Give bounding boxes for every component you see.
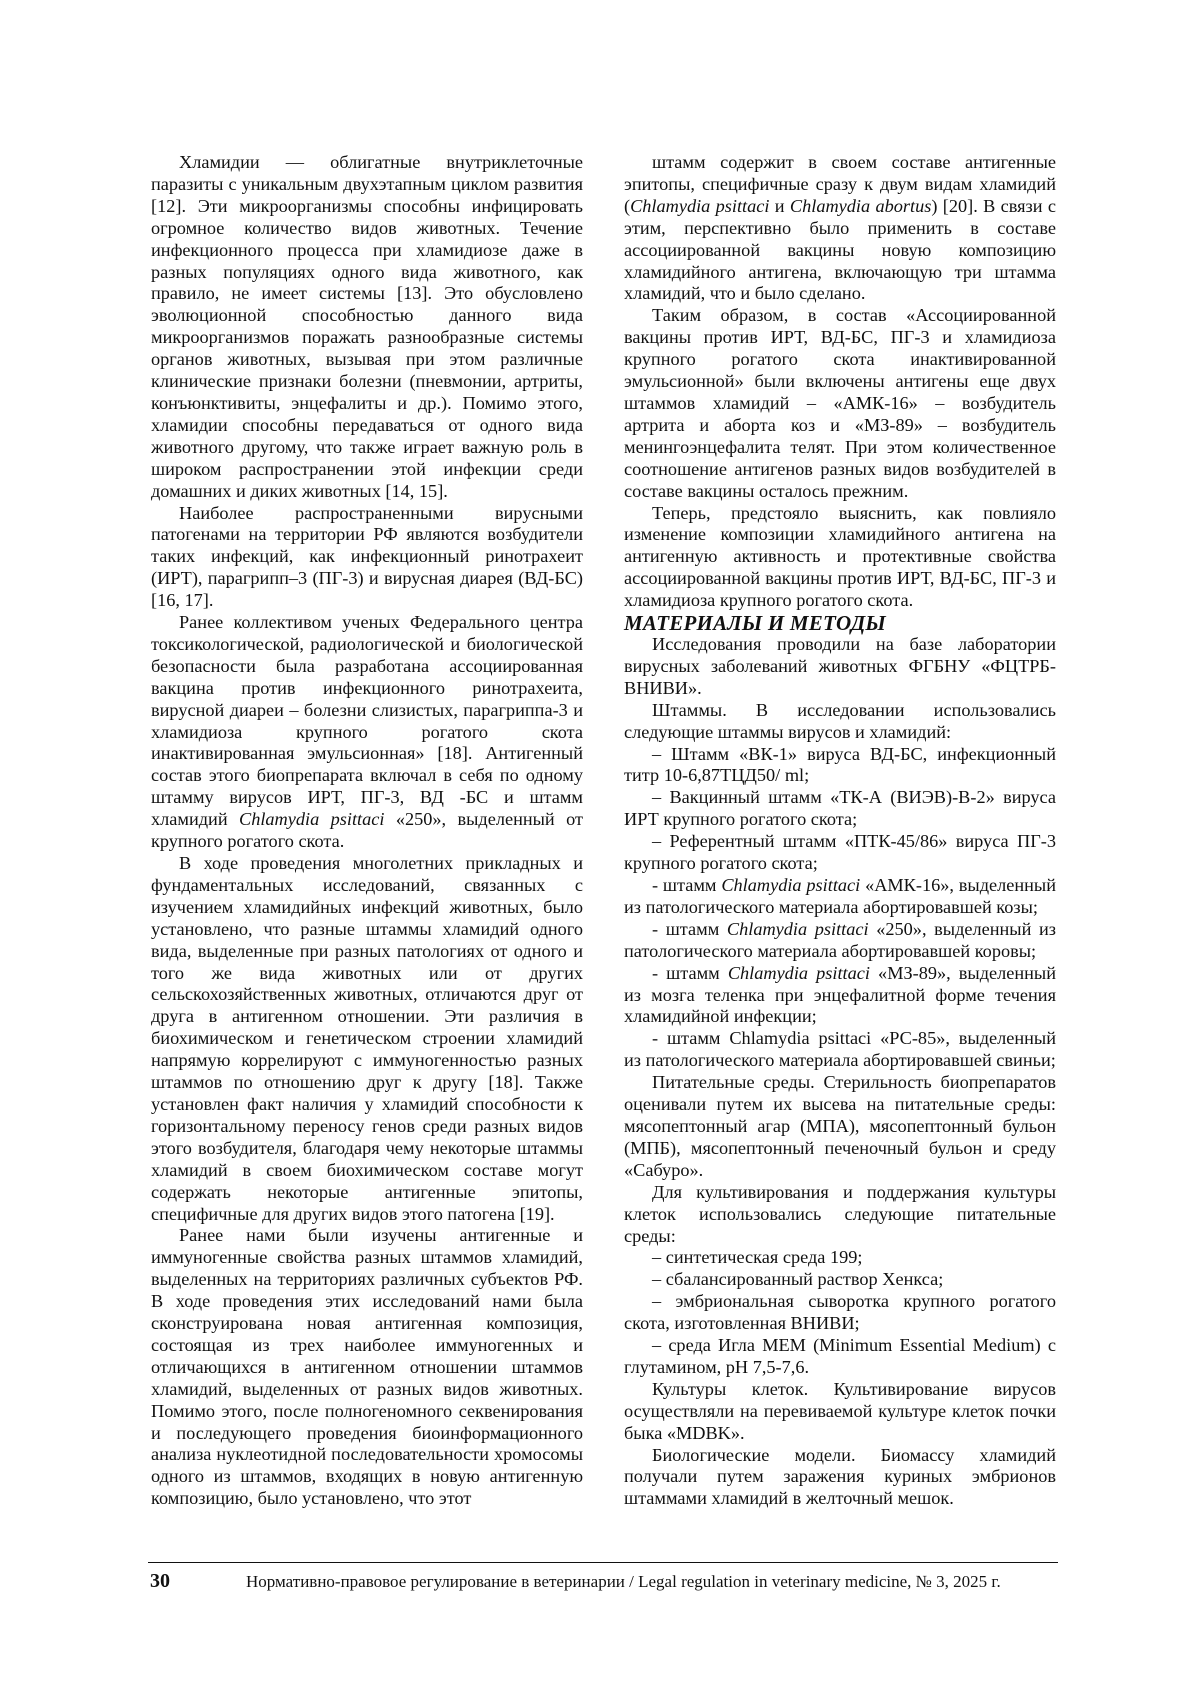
paragraph: [624, 1269, 1056, 1291]
italic-term: Chlamydia abortus: [790, 196, 931, 216]
text-run: – эмбриональная сыворотка крупного рогатого скота, изготовленная ВНИВИ;: [624, 1291, 1056, 1333]
paragraph: [624, 875, 1056, 919]
paragraph: [624, 1335, 1056, 1379]
text-run: ) [20]. В связи с этим, перспективно было применить в составе ассоциированной вакцины новую композицию хламидийного антигена, включающую три штамма хламидий, что и было сделано.: [624, 196, 1056, 304]
paragraph: [624, 1072, 1056, 1182]
text-run: Теперь, предстояло выяснить, как повлияло изменение композиции хламидийного антигена на антигенную активность и протективные свойства ассоциированной вакцины против ИРТ, ВД-БС, ПГ-3 и хламидиоза крупного рогатого скота.: [624, 503, 1056, 611]
text-run: и: [769, 196, 789, 216]
paragraph: [624, 1291, 1056, 1335]
paragraph: [624, 787, 1056, 831]
paragraph: [624, 305, 1056, 502]
text-run: – Штамм «ВК-1» вируса ВД-БС, инфекционный титр 10-6,87ТЦД50/ ml;: [624, 744, 1056, 786]
text-run: – среда Игла МЕМ (Minimum Essential Medium) с глутамином, рН 7,5-7,6.: [624, 1335, 1056, 1377]
italic-term: Chlamydia psittaci: [721, 875, 860, 895]
text-run: - штамм: [652, 919, 727, 939]
right-methods: [624, 634, 1056, 1510]
italic-term: Chlamydia psittaci: [239, 809, 384, 829]
paragraph: [624, 1182, 1056, 1248]
paragraph: [151, 1225, 583, 1510]
text-run: – Референтный штамм «ПТК-45/86» вируса ПГ-3 крупного рогатого скота;: [624, 831, 1056, 873]
paragraph: [624, 963, 1056, 1029]
text-run: Ранее коллективом ученых Федерального центра токсикологической, радиологической и биологической безопасности была разработана ассоциированная вакцина против инфекционного ринотрахеита, вирусной диареи – болезни слизистых, парагриппа-3 и хламидиоза крупного рогатого скота инактивированная эмульсионная» [18]. Антигенный состав этого биопрепарата включал в себя по одному штамму вирусов ИРТ, ПГ-3, ВД -БС и штамм хламидий: [151, 612, 583, 829]
page-number: 30: [150, 1570, 170, 1593]
left-column: [151, 152, 583, 1510]
paragraph: [151, 612, 583, 853]
text-run: штамм содержит в своем составе антигенные эпитопы, специфичные сразу к двум видам хламидий (: [624, 152, 1056, 216]
text-run: Штаммы. В исследовании использовались следующие штаммы вирусов и хламидий:: [624, 700, 1056, 742]
text-run: Для культивирования и поддержания культуры клеток использовались следующие питательные среды:: [624, 1182, 1056, 1246]
italic-term: Chlamydia psittaci: [728, 963, 870, 983]
text-run: – Вакцинный штамм «ТК-А (ВИЭВ)-В-2» вируса ИРТ крупного рогатого скота;: [624, 787, 1056, 829]
paragraph: [624, 1247, 1056, 1269]
text-run: – сбалансированный раствор Хенкса;: [652, 1269, 943, 1289]
paragraph: [151, 152, 583, 503]
paragraph: [624, 919, 1056, 963]
text-run: Питательные среды. Стерильность биопрепаратов оценивали путем их высева на питательные среды: мясопептонный агар (МПА), мясопептонный бульон (МПБ), мясопептонный печеночный бульон и среду «Сабуро».: [624, 1072, 1056, 1180]
right-intro: [624, 152, 1056, 612]
text-run: «250», выделенный от крупного рогатого скота.: [151, 809, 583, 851]
paragraph: [624, 503, 1056, 613]
paragraph: [624, 831, 1056, 875]
text-run: Биологические модели. Биомассу хламидий получали путем заражения куриных эмбрионов штаммами хламидий в желточный мешок.: [624, 1445, 1056, 1509]
text-run: - штамм: [652, 963, 728, 983]
text-run: «АМК-16», выделенный из патологического материала абортировавшей козы;: [624, 875, 1056, 917]
right-column: [624, 152, 1056, 1510]
paragraph: [151, 503, 583, 613]
paragraph: [151, 853, 583, 1225]
text-run: Ранее нами были изучены антигенные и иммуногенные свойства разных штаммов хламидий, выделенных на территориях различных субъектов РФ. В ходе проведения этих исследований нами была сконструирована новая антигенная композиция, состоящая из трех наиболее иммуногенных и отличающихся в антигенном отношении штаммов хламидий, выделенных от разных видов животных. Помимо этого, после полногеномного секвенирования и последующего проведения биоинформационного анализа нуклеотидной последовательности хромосомы одного из штаммов, входящих в новую антигенную композицию, было установлено, что этот: [151, 1225, 583, 1508]
journal-title: Нормативно-правовое регулирование в ветеринарии / Legal regulation in veterinary medicine, № 3, 2025 г.: [246, 1572, 1001, 1592]
paragraph: [624, 152, 1056, 305]
text-run: «МЗ-89», выделенный из мозга теленка при энцефалитной форме течения хламидийной инфекции;: [624, 963, 1056, 1027]
text-run: - штамм: [652, 875, 721, 895]
italic-term: Chlamydia psittaci: [630, 196, 769, 216]
section-heading: МАТЕРИАЛЫ И МЕТОДЫ: [624, 612, 1056, 634]
text-run: Исследования проводили на базе лаборатории вирусных заболеваний животных ФГБНУ «ФЦТРБ-ВНИВИ».: [624, 634, 1056, 698]
paragraph: [624, 1379, 1056, 1445]
text-run: Хламидии — облигатные внутриклеточные паразиты с уникальным двухэтапным циклом развития [12]. Эти микроорганизмы способны инфицировать огромное количество видов животных. Течение инфекционного процесса при хламидиозе даже в разных популяциях одного вида животного, как правило, не имеет системы [13]. Это обусловлено эволюционной способностью данного вида микроорганизмов поражать разнообразные системы органов животных, вызывая при этом различные клинические признаки болезни (пневмонии, артриты, конъюнктивиты, энцефалиты и др.). Помимо этого, хламидии способны передаваться от одного вида животного другому, что также играет важную роль в широком распространении этой инфекции среди домашних и диких животных [14, 15].: [151, 152, 583, 501]
text-run: Таким образом, в состав «Ассоциированной вакцины против ИРТ, ВД-БС, ПГ-3 и хламидиоза крупного рогатого скота инактивированной эмульсионной» были включены антигены еще двух штаммов хламидий – «АМК-16» – возбудитель артрита и аборта коз и «МЗ-89» – возбудитель менингоэнцефалита телят. При этом количественное соотношение антигенов разных видов возбудителей в составе вакцины осталось прежним.: [624, 305, 1056, 500]
text-run: «250», выделенный из патологического материала абортировавшей коровы;: [624, 919, 1056, 961]
text-run: - штамм Chlamydia psittaci «РС-85», выделенный из патологического материала абортировавшей свиньи;: [624, 1028, 1056, 1070]
text-run: – синтетическая среда 199;: [652, 1247, 862, 1267]
footer-rule: [148, 1562, 1058, 1563]
paragraph: [624, 1028, 1056, 1072]
paragraph: [624, 634, 1056, 700]
text-run: Культуры клеток. Культивирование вирусов осуществляли на перевиваемой культуре клеток почки быка «MDBK».: [624, 1379, 1056, 1443]
text-run: Наиболее распространенными вирусными патогенами на территории РФ являются возбудители таких инфекций, как инфекционный ринотрахеит (ИРТ), парагрипп–3 (ПГ-3) и вирусная диарея (ВД-БС) [16, 17].: [151, 503, 583, 611]
paragraph: [624, 700, 1056, 744]
text-run: В ходе проведения многолетних прикладных и фундаментальных исследований, связанных с изучением хламидийных инфекций животных, было установлено, что разные штаммы хламидий одного вида, выделенные при разных патологиях от одного и того же вида животных или от других сельскохозяйственных животных, отличаются друг от друга в антигенном отношении. Эти различия в биохимическом и генетическом строении хламидий напрямую коррелируют с иммуногенностью разных штаммов по отношению друг к другу [18]. Также установлен факт наличия у хламидий способности к горизонтальному переносу генов среди разных видов этого возбудителя, благодаря чему некоторые штаммы хламидий в своем биохимическом составе могут содержать некоторые антигенные эпитопы, специфичные для других видов этого патогена [19].: [151, 853, 583, 1224]
paragraph: [624, 744, 1056, 788]
italic-term: Chlamydia psittaci: [727, 919, 869, 939]
paragraph: [624, 1445, 1056, 1511]
